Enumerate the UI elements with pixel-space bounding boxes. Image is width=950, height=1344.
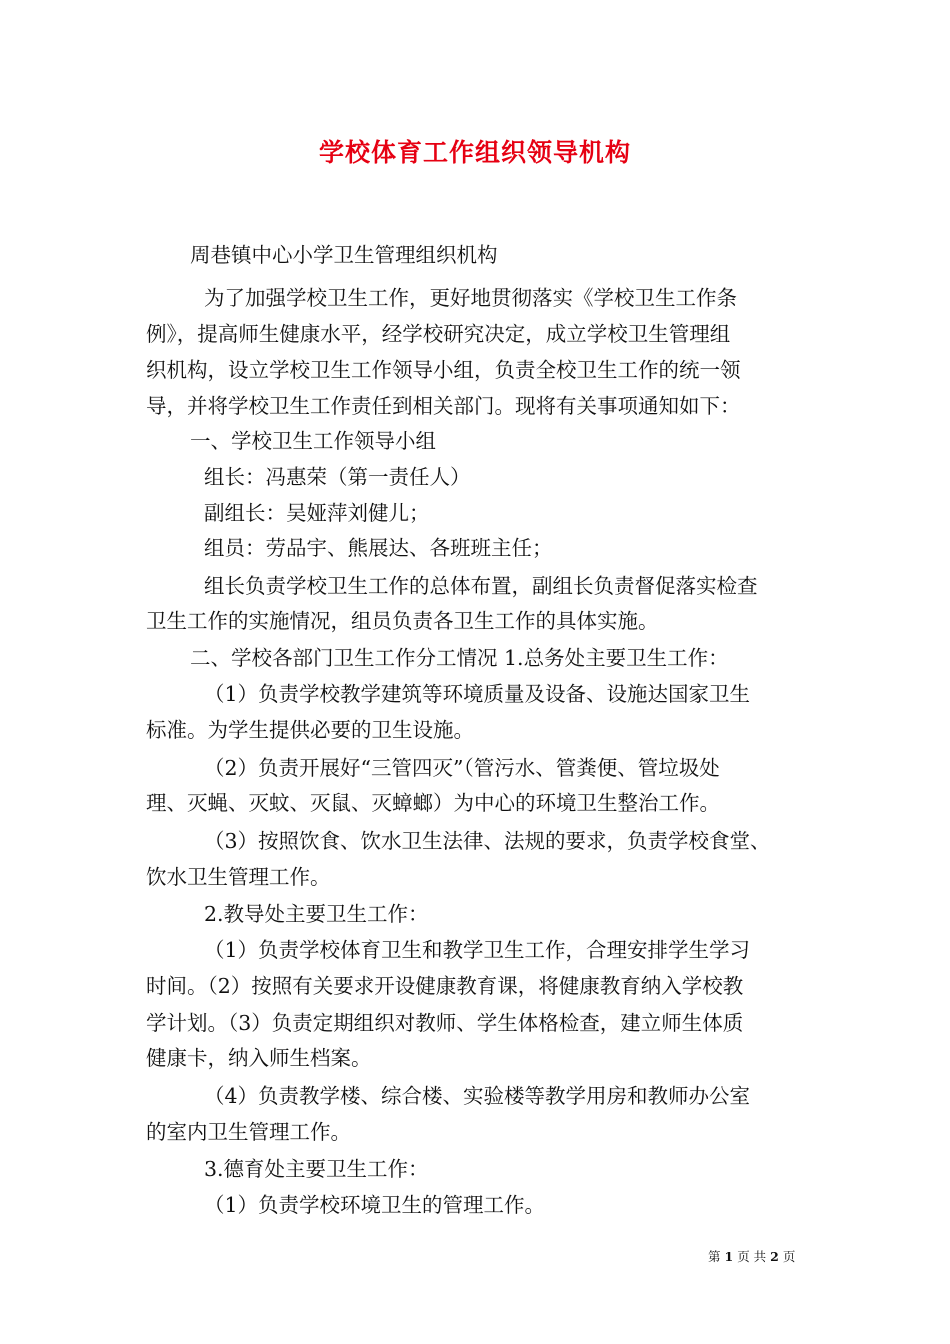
footer-prefix: 第 <box>708 1249 721 1264</box>
body-line: 2.教导处主要卫生工作： <box>204 902 429 926</box>
footer-suffix: 页 <box>782 1249 796 1264</box>
footer-middle: 页 共 <box>737 1249 767 1264</box>
body-line: 二、学校各部门卫生工作分工情况 1.总务处主要卫生工作： <box>190 646 729 670</box>
body-line: 理、灭蝇、灭蚊、灭鼠、灭蟑螂）为中心的环境卫生整治工作。 <box>146 791 720 815</box>
body-line: 导，并将学校卫生工作责任到相关部门。现将有关事项通知如下： <box>146 394 741 418</box>
page-number-footer <box>708 1247 795 1265</box>
body-line: 组长：冯惠荣（第一责任人） <box>204 465 471 489</box>
body-line: 副组长：吴娅萍刘健儿； <box>204 501 430 525</box>
body-line: （2）负责开展好“三管四灭”（管污水、管粪便、管垃圾处 <box>204 756 720 780</box>
body-line: （1）负责学校教学建筑等环境质量及设备、设施达国家卫生 <box>204 682 751 706</box>
body-line: （4）负责教学楼、综合楼、实验楼等教学用房和教师办公室 <box>204 1084 751 1108</box>
body-line: 学计划。（3）负责定期组织对教师、学生体格检查，建立师生体质 <box>146 1011 744 1035</box>
body-line: 健康卡，纳入师生档案。 <box>146 1046 372 1070</box>
footer-total-pages: 2 <box>770 1249 779 1264</box>
body-line: 的室内卫生管理工作。 <box>146 1120 351 1144</box>
footer-current-page: 1 <box>724 1249 734 1264</box>
body-line: （1）负责学校环境卫生的管理工作。 <box>204 1193 546 1217</box>
body-line: 织机构，设立学校卫生工作领导小组，负责全校卫生工作的统一领 <box>146 358 741 382</box>
body-line: 标准。为学生提供必要的卫生设施。 <box>146 718 474 742</box>
body-line: （3）按照饮食、饮水卫生法律、法规的要求，负责学校食堂、 <box>204 829 771 853</box>
body-line: （1）负责学校体育卫生和教学卫生工作，合理安排学生学习 <box>204 938 751 962</box>
body-line: 为了加强学校卫生工作，更好地贯彻落实《学校卫生工作条 <box>204 286 737 310</box>
body-line: 3.德育处主要卫生工作： <box>204 1157 429 1181</box>
body-line: 卫生工作的实施情况，组员负责各卫生工作的具体实施。 <box>146 609 659 633</box>
body-line: 时间。（2）按照有关要求开设健康教育课，将健康教育纳入学校教 <box>146 974 744 998</box>
body-line: 一、学校卫生工作领导小组 <box>190 429 436 453</box>
document-title: 学校体育工作组织领导机构 <box>318 138 631 167</box>
body-line: 例》，提高师生健康水平，经学校研究决定，成立学校卫生管理组 <box>146 322 731 346</box>
body-line: 组员：劳品宇、熊展达、各班班主任； <box>204 536 553 560</box>
body-line: 周巷镇中心小学卫生管理组织机构 <box>190 243 498 267</box>
body-line: 组长负责学校卫生工作的总体布置，副组长负责督促落实检查 <box>204 574 758 598</box>
body-line: 饮水卫生管理工作。 <box>146 865 331 889</box>
